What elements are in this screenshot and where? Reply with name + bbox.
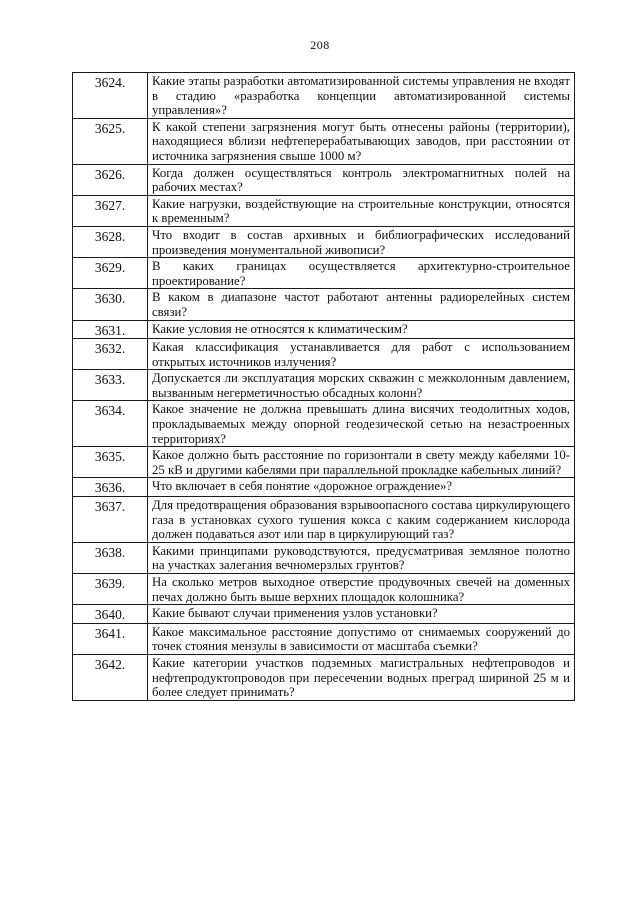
- question-number: 3631.: [73, 320, 148, 339]
- table-row: [73, 623, 575, 654]
- question-number: 3624.: [73, 73, 148, 119]
- question-text: Какие условия не относятся к климатическим?: [148, 320, 575, 339]
- question-text: Какое значение не должна превышать длина висячих теодолитных ходов, прокладываемых между опорной геодезической сетью на незастроенных территориях?: [148, 401, 575, 447]
- table-row: [73, 195, 575, 226]
- table-row: [73, 574, 575, 605]
- table-row: [73, 73, 575, 119]
- question-number: 3635.: [73, 447, 148, 478]
- table-row: [73, 370, 575, 401]
- question-text: Какое должно быть расстояние по горизонтали в свету между кабелями 10-25 кВ и другими кабелями при параллельной прокладке кабельных линий?: [148, 447, 575, 478]
- table-row: [73, 542, 575, 573]
- question-text: Допускается ли эксплуатация морских скважин с межколонным давлением, вызванным негерметичностью обсадных колонн?: [148, 370, 575, 401]
- question-text: В каких границах осуществляется архитектурно-строительное проектирование?: [148, 258, 575, 289]
- question-text: Что входит в состав архивных и библиографических исследований произведения монументальной живописи?: [148, 226, 575, 257]
- question-number: 3634.: [73, 401, 148, 447]
- question-text: Когда должен осуществляться контроль электромагнитных полей на рабочих местах?: [148, 164, 575, 195]
- question-text: Какое максимальное расстояние допустимо от снимаемых сооружений до точек стояния мензулы в зависимости от масштаба съемки?: [148, 623, 575, 654]
- table-row: [73, 258, 575, 289]
- table-row: [73, 401, 575, 447]
- table-row: [73, 118, 575, 164]
- table-row: [73, 478, 575, 497]
- question-number: 3641.: [73, 623, 148, 654]
- question-number: 3642.: [73, 654, 148, 700]
- question-text: Какие категории участков подземных магистральных нефтепроводов и нефтепродуктопроводов при пересечении водных преград шириной 25 м и более следует принимать?: [148, 654, 575, 700]
- question-number: 3632.: [73, 339, 148, 370]
- question-text: К какой степени загрязнения могут быть отнесены районы (территории), находящиеся вблизи нефтеперерабатывающих заводов, при расстоянии от источника загрязнения свыше 1000 м?: [148, 118, 575, 164]
- question-number: 3628.: [73, 226, 148, 257]
- questions-table: [72, 72, 575, 701]
- question-text: Какие нагрузки, воздействующие на строительные конструкции, относятся к временным?: [148, 195, 575, 226]
- question-number: 3626.: [73, 164, 148, 195]
- table-row: [73, 605, 575, 624]
- page-number: 208: [310, 38, 330, 52]
- table-row: [73, 226, 575, 257]
- question-number: 3640.: [73, 605, 148, 624]
- question-number: 3637.: [73, 497, 148, 543]
- table-row: [73, 164, 575, 195]
- question-number: 3639.: [73, 574, 148, 605]
- question-text: Какие этапы разработки автоматизированной системы управления не входят в стадию «разработка концепции автоматизированной системы управления»?: [148, 73, 575, 119]
- question-number: 3633.: [73, 370, 148, 401]
- table-row: [73, 289, 575, 320]
- question-text: Для предотвращения образования взрывоопасного состава циркулирующего газа в установках сухого тушения кокса с каким содержанием кислорода должен подаваться азот или пар в циркулирующий газ?: [148, 497, 575, 543]
- question-number: 3625.: [73, 118, 148, 164]
- question-text: На сколько метров выходное отверстие продувочных свечей на доменных печах должно быть выше верхних площадок колошника?: [148, 574, 575, 605]
- question-text: Какими принципами руководствуются, предусматривая земляное полотно на участках залегания вечномерзлых грунтов?: [148, 542, 575, 573]
- table-row: [73, 320, 575, 339]
- question-number: 3629.: [73, 258, 148, 289]
- question-text: Что включает в себя понятие «дорожное ограждение»?: [148, 478, 575, 497]
- table-row: [73, 447, 575, 478]
- question-number: 3638.: [73, 542, 148, 573]
- question-number: 3630.: [73, 289, 148, 320]
- question-text: Какая классификация устанавливается для работ с использованием открытых источников излучения?: [148, 339, 575, 370]
- table-row: [73, 339, 575, 370]
- table-row: [73, 654, 575, 700]
- question-text: Какие бывают случаи применения узлов установки?: [148, 605, 575, 624]
- table-row: [73, 497, 575, 543]
- question-number: 3636.: [73, 478, 148, 497]
- question-text: В каком в диапазоне частот работают антенны радиорелейных систем связи?: [148, 289, 575, 320]
- question-number: 3627.: [73, 195, 148, 226]
